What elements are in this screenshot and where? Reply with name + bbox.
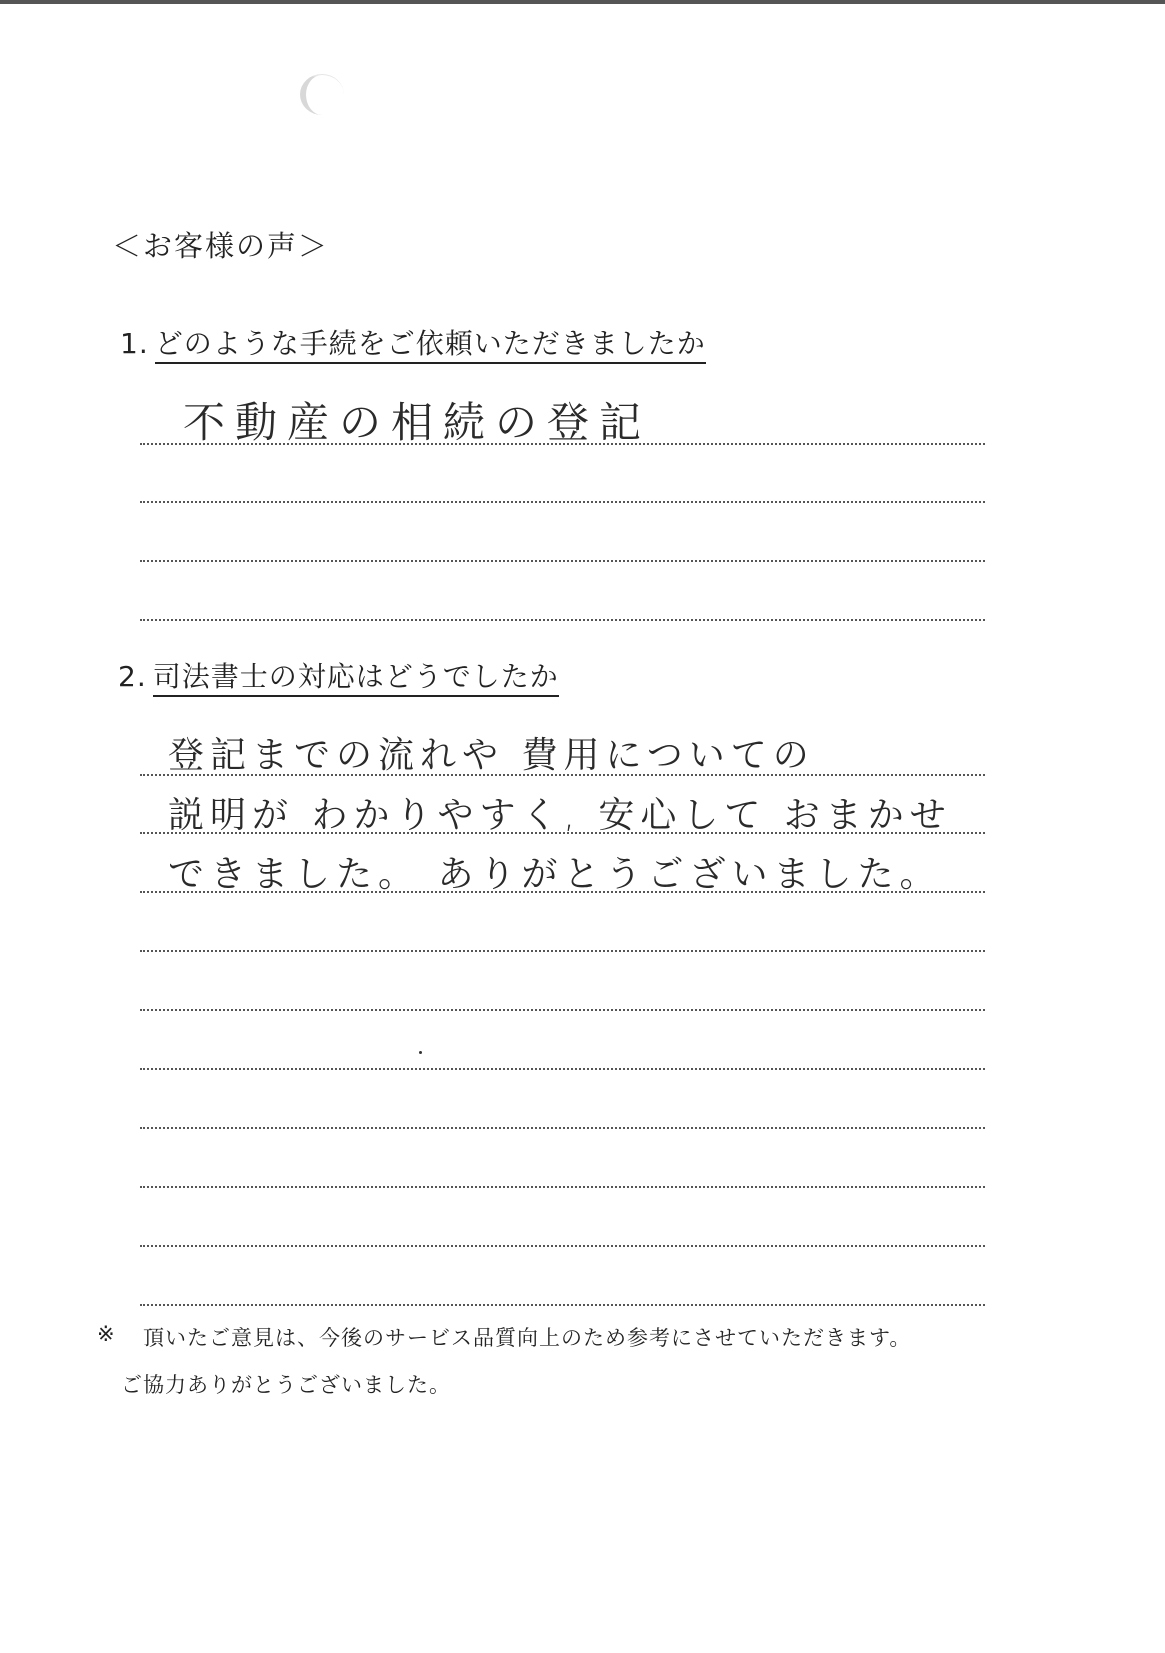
question-1-number: 1. xyxy=(120,327,149,360)
answer-2-ruled-line xyxy=(140,1304,985,1306)
question-2-text: 司法書士の対応はどうでしたか xyxy=(153,660,559,697)
question-2-number: 2. xyxy=(118,660,147,693)
answer-2-ruled-line xyxy=(140,1127,985,1129)
answer-1-ruled-line xyxy=(140,560,985,562)
answer-2-ruled-line xyxy=(140,891,985,893)
answer-1-ruled-line xyxy=(140,443,985,445)
question-1 xyxy=(120,322,706,362)
answer-2-ruled-line xyxy=(140,774,985,776)
answer-2-ruled-line xyxy=(140,1009,985,1011)
answer-2-line-1: 登記までの流れや 費用についての xyxy=(168,735,815,776)
answer-2-ruled-line xyxy=(140,950,985,952)
answer-1-ruled-line xyxy=(140,501,985,503)
punch-hole-mark xyxy=(300,74,344,115)
form-heading: ＜お客様の声＞ xyxy=(112,229,330,263)
answer-1-ruled-line xyxy=(140,619,985,621)
question-2 xyxy=(118,655,559,695)
answer-2-ruled-line xyxy=(140,832,985,834)
answer-2-line-2: 説明が わかりやすく, 安心して おまかせ xyxy=(168,795,952,836)
answer-2-ruled-line xyxy=(140,1245,985,1247)
answer-2-line-3: できました。 ありがとうございました。 xyxy=(168,854,942,895)
note-line-1: 頂いたご意見は、今後のサービス品質向上のため参考にさせていただきます。 xyxy=(143,1326,912,1350)
question-1-text: どのような手続をご依頼いただきましたか xyxy=(155,327,706,364)
answer-2-ruled-line xyxy=(140,1186,985,1188)
note-mark: ※ xyxy=(97,1322,116,1346)
answer-1-line-1: 不動産の相続の登記 xyxy=(183,398,652,447)
answer-2-ruled-line xyxy=(140,1068,985,1070)
scan-top-edge xyxy=(0,0,1165,4)
note-line-2: ご協力ありがとうございました。 xyxy=(121,1373,451,1397)
scan-speck xyxy=(419,1051,422,1054)
